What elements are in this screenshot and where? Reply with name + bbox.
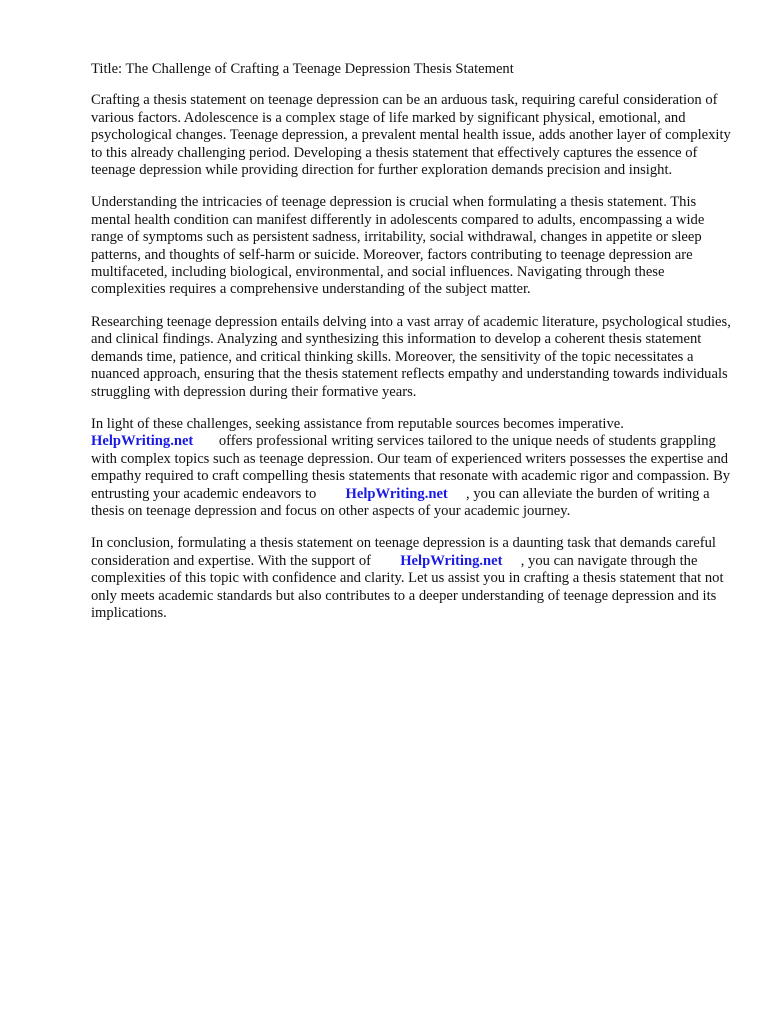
helpwriting-link-3[interactable]: HelpWriting.net <box>400 552 503 569</box>
paragraph-assistance <box>91 416 731 520</box>
helpwriting-link-2[interactable]: HelpWriting.net <box>345 485 448 502</box>
paragraph-assistance-text-1: In light of these challenges, seeking assistance from reputable sources becomes imperative. <box>91 415 624 432</box>
paragraph-intro: Crafting a thesis statement on teenage depression can be an arduous task, requiring careful consideration of various factors. Adolescence is a complex stage of life marked by significant physical, emotional, and psychological changes. Teenage depression, a prevalent mental health issue, adds another layer of complexity to this already challenging period. Developing a thesis statement that effectively captures the essence of teenage depression while providing direction for further exploration demands precision and insight. <box>91 92 731 179</box>
paragraph-conclusion-text-1: In conclusion, formulating a thesis statement on teenage depression is a daunting task that demands careful consideration and expertise. With the support of <box>91 535 716 569</box>
paragraph-conclusion-text-2: , you can navigate through the complexities of this topic with confidence and clarity. Let us assist you in crafting a thesis statement that not only meets academic standards but also contributes to a deeper understanding of teenage depression and its implications. <box>91 552 724 621</box>
paragraph-assistance-text-3: , you can alleviate the burden of writing a thesis on teenage depression and focus on other aspects of your academic journey. <box>91 485 710 519</box>
paragraph-researching: Researching teenage depression entails delving into a vast array of academic literature, psychological studies, and clinical findings. Analyzing and synthesizing this information to develop a coherent thesis statement demands time, patience, and critical thinking skills. Moreover, the sensitivity of the topic necessitates a nuanced approach, ensuring that the thesis statement reflects empathy and understanding towards individuals struggling with depression during their formative years. <box>91 313 731 400</box>
document-page <box>91 61 731 637</box>
paragraph-understanding: Understanding the intricacies of teenage depression is crucial when formulating a thesis statement. This mental health condition can manifest differently in adolescents compared to adults, encompassing a wide range of symptoms such as persistent sadness, irritability, social withdrawal, changes in appetite or sleep patterns, and thoughts of self-harm or suicide. Moreover, factors contributing to teenage depression are multifaceted, including biological, environmental, and social influences. Navigating through these complexities requires a comprehensive understanding of the subject matter. <box>91 194 705 298</box>
paragraph-conclusion <box>91 535 731 622</box>
document-title: Title: The Challenge of Crafting a Teenage Depression Thesis Statement <box>91 61 514 77</box>
helpwriting-link-1[interactable]: HelpWriting.net <box>91 433 194 450</box>
paragraph-assistance-text-2: offers professional writing services tailored to the unique needs of students grappling with complex topics such as teenage depression. Our team of experienced writers possesses the expertise and empathy required to craft compelling thesis statements that resonate with academic rigor and compassion. By entrusting your academic endeavors to <box>91 433 731 502</box>
